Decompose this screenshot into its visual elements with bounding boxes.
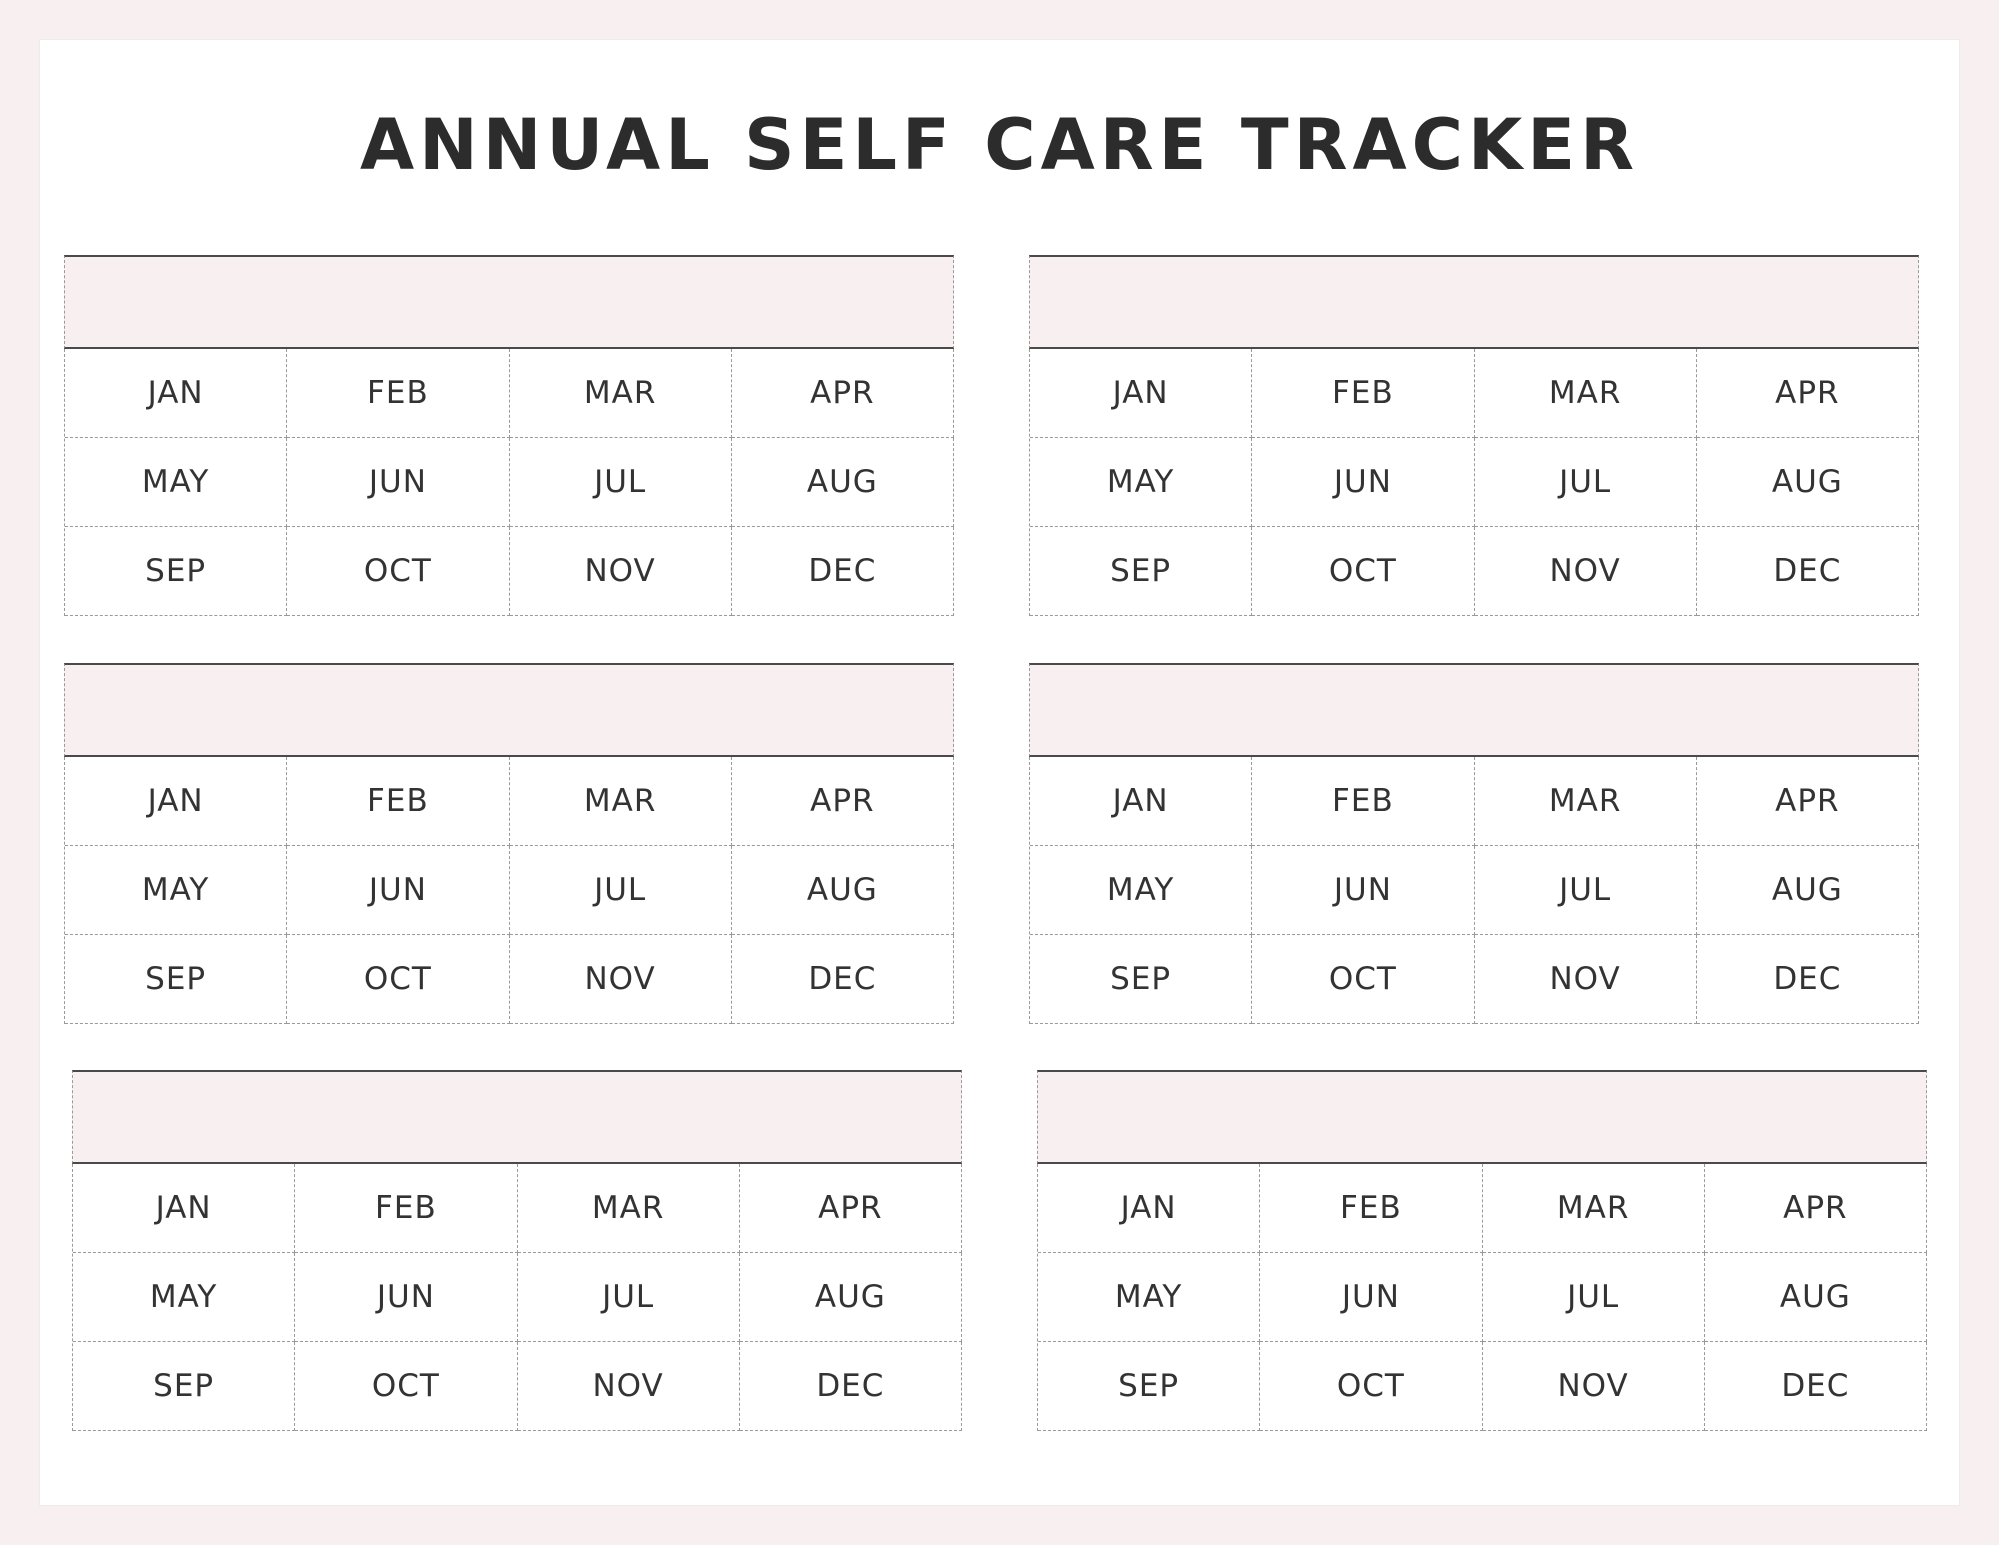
month-cell-jan[interactable]: JAN <box>1030 757 1252 846</box>
month-cell-nov[interactable]: NOV <box>1475 527 1697 616</box>
month-cell-jul[interactable]: JUL <box>518 1253 740 1342</box>
month-cell-oct[interactable]: OCT <box>1260 1342 1482 1431</box>
tracker-header-field[interactable] <box>1037 1070 1927 1164</box>
month-cell-mar[interactable]: MAR <box>518 1164 740 1253</box>
month-cell-feb[interactable]: FEB <box>287 349 509 438</box>
month-cell-sep[interactable]: SEP <box>1038 1342 1260 1431</box>
month-cell-oct[interactable]: OCT <box>1252 527 1474 616</box>
month-cell-mar[interactable]: MAR <box>1483 1164 1705 1253</box>
month-grid <box>72 1164 962 1431</box>
tracker-block-5 <box>72 1070 962 1431</box>
month-cell-may[interactable]: MAY <box>65 846 287 935</box>
month-cell-feb[interactable]: FEB <box>1252 757 1474 846</box>
month-cell-nov[interactable]: NOV <box>510 935 732 1024</box>
tracker-block-4 <box>1029 663 1919 1024</box>
month-cell-jul[interactable]: JUL <box>510 846 732 935</box>
month-cell-mar[interactable]: MAR <box>510 757 732 846</box>
month-cell-aug[interactable]: AUG <box>740 1253 962 1342</box>
tracker-block-2 <box>1029 255 1919 616</box>
month-cell-dec[interactable]: DEC <box>1705 1342 1927 1431</box>
month-cell-oct[interactable]: OCT <box>1252 935 1474 1024</box>
month-cell-mar[interactable]: MAR <box>510 349 732 438</box>
month-cell-apr[interactable]: APR <box>732 757 954 846</box>
month-cell-aug[interactable]: AUG <box>1705 1253 1927 1342</box>
month-cell-jan[interactable]: JAN <box>73 1164 295 1253</box>
month-cell-aug[interactable]: AUG <box>732 846 954 935</box>
month-cell-aug[interactable]: AUG <box>1697 846 1919 935</box>
month-cell-apr[interactable]: APR <box>740 1164 962 1253</box>
tracker-header-field[interactable] <box>64 663 954 757</box>
month-cell-jul[interactable]: JUL <box>1475 438 1697 527</box>
tracker-header-field[interactable] <box>1029 255 1919 349</box>
month-cell-dec[interactable]: DEC <box>1697 935 1919 1024</box>
month-cell-jan[interactable]: JAN <box>65 349 287 438</box>
month-cell-jan[interactable]: JAN <box>1030 349 1252 438</box>
month-grid <box>64 757 954 1024</box>
month-cell-sep[interactable]: SEP <box>65 935 287 1024</box>
month-cell-may[interactable]: MAY <box>1038 1253 1260 1342</box>
month-cell-nov[interactable]: NOV <box>1475 935 1697 1024</box>
month-cell-apr[interactable]: APR <box>1697 757 1919 846</box>
month-cell-nov[interactable]: NOV <box>510 527 732 616</box>
tracker-header-field[interactable] <box>1029 663 1919 757</box>
month-grid <box>64 349 954 616</box>
tracker-block-1 <box>64 255 954 616</box>
month-cell-dec[interactable]: DEC <box>732 527 954 616</box>
month-cell-sep[interactable]: SEP <box>65 527 287 616</box>
month-cell-may[interactable]: MAY <box>65 438 287 527</box>
month-cell-aug[interactable]: AUG <box>1697 438 1919 527</box>
month-cell-sep[interactable]: SEP <box>1030 935 1252 1024</box>
month-cell-apr[interactable]: APR <box>1705 1164 1927 1253</box>
month-cell-sep[interactable]: SEP <box>1030 527 1252 616</box>
month-cell-oct[interactable]: OCT <box>287 527 509 616</box>
month-cell-feb[interactable]: FEB <box>295 1164 517 1253</box>
month-cell-jan[interactable]: JAN <box>65 757 287 846</box>
month-grid <box>1029 757 1919 1024</box>
month-cell-feb[interactable]: FEB <box>1252 349 1474 438</box>
month-cell-dec[interactable]: DEC <box>740 1342 962 1431</box>
month-cell-jan[interactable]: JAN <box>1038 1164 1260 1253</box>
month-cell-apr[interactable]: APR <box>1697 349 1919 438</box>
month-cell-dec[interactable]: DEC <box>1697 527 1919 616</box>
month-cell-may[interactable]: MAY <box>73 1253 295 1342</box>
month-cell-sep[interactable]: SEP <box>73 1342 295 1431</box>
month-cell-jun[interactable]: JUN <box>1260 1253 1482 1342</box>
month-cell-may[interactable]: MAY <box>1030 846 1252 935</box>
month-cell-mar[interactable]: MAR <box>1475 757 1697 846</box>
month-cell-feb[interactable]: FEB <box>1260 1164 1482 1253</box>
month-cell-aug[interactable]: AUG <box>732 438 954 527</box>
month-cell-jul[interactable]: JUL <box>510 438 732 527</box>
month-cell-dec[interactable]: DEC <box>732 935 954 1024</box>
page-title: ANNUAL SELF CARE TRACKER <box>360 104 1639 186</box>
month-cell-jul[interactable]: JUL <box>1475 846 1697 935</box>
month-cell-apr[interactable]: APR <box>732 349 954 438</box>
tracker-block-3 <box>64 663 954 1024</box>
month-grid <box>1037 1164 1927 1431</box>
month-cell-jul[interactable]: JUL <box>1483 1253 1705 1342</box>
month-cell-jun[interactable]: JUN <box>1252 438 1474 527</box>
month-cell-jun[interactable]: JUN <box>1252 846 1474 935</box>
month-cell-mar[interactable]: MAR <box>1475 349 1697 438</box>
tracker-header-field[interactable] <box>72 1070 962 1164</box>
tracker-block-6 <box>1037 1070 1927 1431</box>
month-cell-feb[interactable]: FEB <box>287 757 509 846</box>
month-cell-jun[interactable]: JUN <box>287 438 509 527</box>
month-grid <box>1029 349 1919 616</box>
tracker-header-field[interactable] <box>64 255 954 349</box>
month-cell-nov[interactable]: NOV <box>1483 1342 1705 1431</box>
month-cell-may[interactable]: MAY <box>1030 438 1252 527</box>
month-cell-oct[interactable]: OCT <box>287 935 509 1024</box>
month-cell-jun[interactable]: JUN <box>287 846 509 935</box>
month-cell-jun[interactable]: JUN <box>295 1253 517 1342</box>
month-cell-oct[interactable]: OCT <box>295 1342 517 1431</box>
month-cell-nov[interactable]: NOV <box>518 1342 740 1431</box>
